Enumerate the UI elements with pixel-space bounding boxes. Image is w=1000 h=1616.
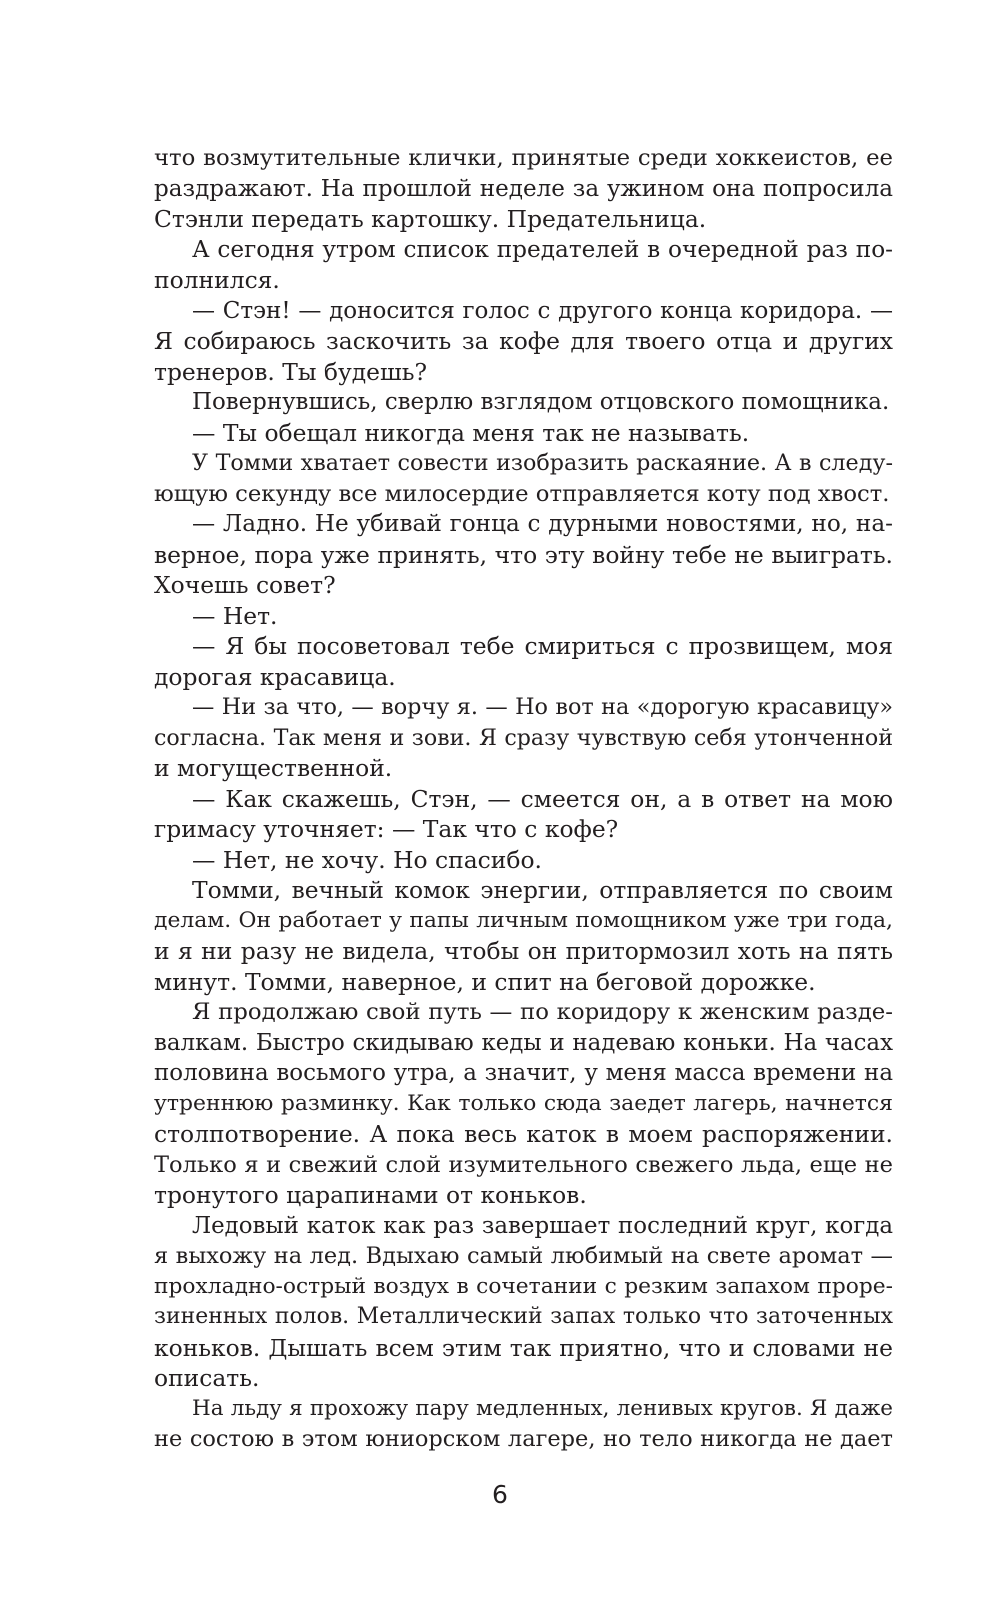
text-line: верное, пора уже принять, что эту войну тебе не выиграть. — [154, 540, 893, 569]
text-line: — Нет, не хочу. Но спасибо. — [192, 845, 542, 874]
text-line: валкам. Быстро скидываю кеды и надеваю коньки. На часах — [154, 1029, 893, 1056]
text-line: Хочешь совет? — [154, 571, 336, 599]
text-line: У Томми хватает совести изобразить раскаяние. А в следу- — [192, 450, 893, 476]
text-line: полнился. — [154, 266, 280, 294]
text-line: тронутого царапинами от коньков. — [154, 1181, 587, 1209]
text-line: ющую секунду все милосердие отправляется коту под хвост. — [154, 480, 890, 507]
text-line: я выхожу на лед. Вдыхаю самый любимый на свете аромат — — [154, 1243, 893, 1269]
text-line: гримасу уточняет: — Так что с кофе? — [154, 815, 619, 843]
text-line: описать. — [154, 1364, 260, 1392]
text-line: прохладно-острый воздух в сочетании с резким запахом проре- — [154, 1273, 893, 1299]
text-line: Я продолжаю свой путь — по коридору к женским разде- — [192, 999, 893, 1025]
text-line: Повернувшись, сверлю взглядом отцовского помощника. — [192, 389, 890, 415]
text-line: Ледовый каток как раз завершает последний круг, когда — [192, 1212, 893, 1239]
body-text — [154, 143, 893, 1455]
text-line: раздражают. На прошлой неделе за ужином она попросила — [154, 175, 893, 202]
page-number: 6 — [492, 1480, 508, 1509]
text-line: тренеров. Ты будешь? — [154, 357, 428, 386]
text-line: утреннюю разминку. Как только сюда заедет лагерь, начнется — [154, 1090, 893, 1116]
text-line: делам. Он работает у папы личным помощником уже три года, — [154, 907, 893, 933]
text-line: На льду я прохожу пару медленных, ленивых кругов. Я даже — [192, 1395, 893, 1421]
text-line: — Ты обещал никогда меня так не называть. — [192, 418, 750, 447]
text-line: столпотворение. А пока весь каток в моем распоряжении. — [154, 1120, 893, 1148]
text-line: минут. Томми, наверное, и спит на беговой дорожке. — [154, 967, 816, 996]
text-line: Только я и свежий слой изумительного свежего льда, еще не — [154, 1151, 893, 1178]
text-line: что возмутительные клички, принятые среди хоккеистов, ее — [154, 145, 893, 171]
text-line: согласна. Так меня и зови. Я сразу чувствую себя утонченной — [154, 724, 893, 751]
text-line: — Ни за что, — ворчу я. — Но вот на «дорогую красавицу» — [192, 694, 893, 720]
text-line: Я собираюсь заскочить за кофе для твоего отца и других — [154, 327, 893, 355]
text-line: А сегодня утром список предателей в очередной раз по- — [192, 235, 893, 263]
text-line: коньков. Дышать всем этим так приятно, что и словами не — [154, 1333, 893, 1362]
text-line: — Нет. — [192, 601, 278, 630]
text-line: — Стэн! — доносится голос с другого конца коридора. — — [192, 297, 893, 324]
text-line: половина восьмого утра, а значит, у меня масса времени на — [154, 1060, 893, 1086]
text-line: Стэнли передать картошку. Предательница. — [154, 205, 707, 233]
text-line: дорогая красавица. — [154, 662, 396, 691]
text-line: и я ни разу не видела, чтобы он притормозил хоть на пять — [154, 937, 893, 965]
text-line: — Как скажешь, Стэн, — смеется он, а в ответ на мою — [192, 784, 893, 813]
text-line: Томми, вечный комок энергии, отправляется по своим — [192, 876, 893, 904]
text-line: — Ладно. Не убивай гонца с дурными новостями, но, на- — [192, 510, 893, 537]
text-line: не состою в этом юниорском лагере, но тело никогда не дает — [154, 1426, 893, 1452]
text-line: — Я бы посоветовал тебе смириться с прозвищем, моя — [192, 632, 893, 660]
text-line: зиненных полов. Металлический запах только что заточенных — [154, 1304, 893, 1329]
text-line: и могущественной. — [154, 754, 393, 782]
